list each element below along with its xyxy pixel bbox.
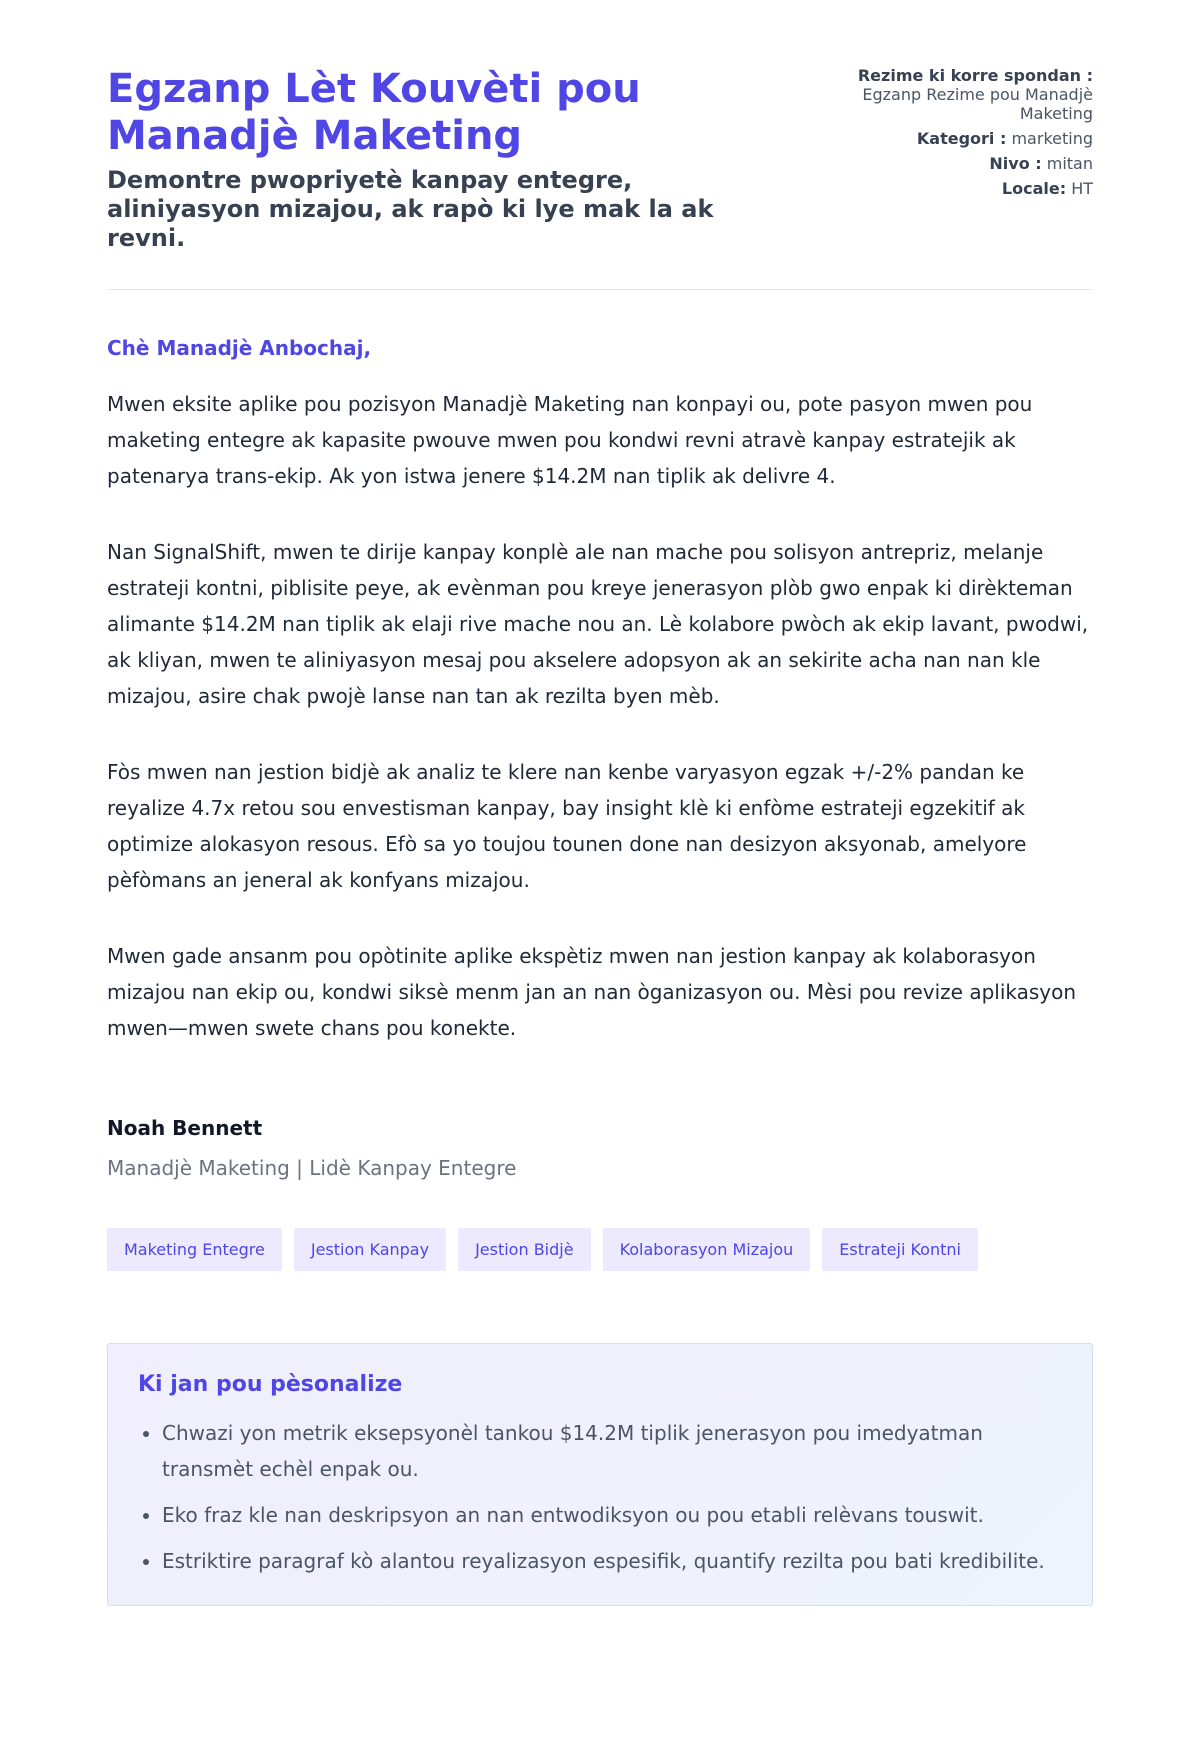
letter-paragraph: Nan SignalShift, mwen te dirije kanpay konplè ale nan mache pou solisyon antrepriz, melanje estrateji kontni, piblisite peye, ak evènman pou kreye jenerasyon plòb gwo enpak ki dirèkteman alimante $14.2M nan tiplik ak elaji rive mache nou an. Lè kolabore pwòch ak ekip lavant, pwodwi, ak kliyan, mwen te aliniyasyon mesaj pou akselere adopsyon ak an sekirite acha nan nan kle mizajou, asire chak pwojè lanse nan tan ak rezilta byen mèb.: [107, 540, 1089, 708]
tip-item: • Chwazi yon metrik eksepsyonèl tankou $14.2M tiplik jenerasyon pou imedyatman transmèt echèl enpak ou.: [162, 1415, 1064, 1487]
customization-tips-box: [107, 1343, 1093, 1606]
skill-tag: Maketing Entegre: [107, 1228, 282, 1271]
skill-tag: Jestion Kanpay: [294, 1228, 446, 1271]
meta-locale: [833, 179, 1093, 198]
meta-level-label: Nivo :: [989, 154, 1042, 173]
tip-item: • Estriktire paragraf kò alantou reyalizasyon espesifik, quantify rezilta pou bati kredibilite.: [162, 1543, 1064, 1579]
skill-tags: [107, 1228, 1093, 1271]
skill-tag: Estrateji Kontni: [822, 1228, 978, 1271]
meta-category-label: Kategori :: [916, 129, 1007, 148]
meta-locale-value: HT: [1071, 179, 1093, 198]
meta-level: [833, 154, 1093, 173]
header-divider: [107, 289, 1093, 290]
tips-list: [138, 1415, 1064, 1579]
meta-resume: [833, 66, 1093, 123]
document-subtitle: Demontre pwopriyetè kanpay entegre, aliniyasyon mizajou, ak rapò ki lye mak la ak revni.: [107, 166, 714, 252]
meta-resume-value: Egzanp Rezime pou Manadjè Maketing: [862, 85, 1093, 123]
letter-paragraph: Fòs mwen nan jestion bidjè ak analiz te klere nan kenbe varyasyon egzak +/-2% pandan ke reyalize 4.7x retou sou envestisman kanpay, bay insight klè ki enfòme estrateji egzekitif ak optimize alokasyon resous. Efò sa yo toujou tounen done nan desizyon aksyonab, amelyore pèfòmans an jeneral ak konfyans mizajou.: [107, 760, 1027, 892]
tip-item: • Eko fraz kle nan deskripsyon an nan entwodiksyon ou pou etabli relèvans touswit.: [162, 1497, 1064, 1533]
letter-greeting: Chè Manadjè Anbochaj,: [107, 336, 372, 360]
meta-locale-label: Locale:: [1001, 179, 1067, 198]
skill-tag: Kolaborasyon Mizajou: [603, 1228, 811, 1271]
title-block: [107, 66, 767, 253]
signature-role: Manadjè Maketing | Lidè Kanpay Entegre: [107, 1156, 517, 1180]
letter-paragraph: Mwen eksite aplike pou pozisyon Manadjè Maketing nan konpayi ou, pote pasyon mwen pou maketing entegre ak kapasite pwouve mwen pou kondwi revni atravè kanpay estratejik ak patenarya trans-ekip. Ak yon istwa jenere $14.2M nan tiplik ak delivre 4.: [107, 392, 1033, 488]
meta-category-value: marketing: [1011, 129, 1093, 148]
letter-paragraph: Mwen gade ansanm pou opòtinite aplike ekspètiz mwen nan jestion kanpay ak kolaborasyon mizajou nan ekip ou, kondwi siksè menm jan an nan òganizasyon ou. Mèsi pou revize aplikasyon mwen—mwen swete chans pou konekte.: [107, 944, 1077, 1040]
tips-title: Ki jan pou pèsonalize: [138, 1372, 403, 1397]
document-title: Egzanp Lèt Kouvèti pou Manadjè Maketing: [107, 66, 641, 159]
meta-panel: [833, 66, 1093, 204]
meta-category: [833, 129, 1093, 148]
document-header: [107, 66, 1093, 253]
meta-resume-label: Rezime ki korre spondan :: [857, 66, 1093, 85]
signature-name: Noah Bennett: [107, 1116, 263, 1140]
letter-body: [107, 386, 1093, 1046]
skill-tag: Jestion Bidjè: [458, 1228, 591, 1271]
meta-level-value: mitan: [1046, 154, 1093, 173]
